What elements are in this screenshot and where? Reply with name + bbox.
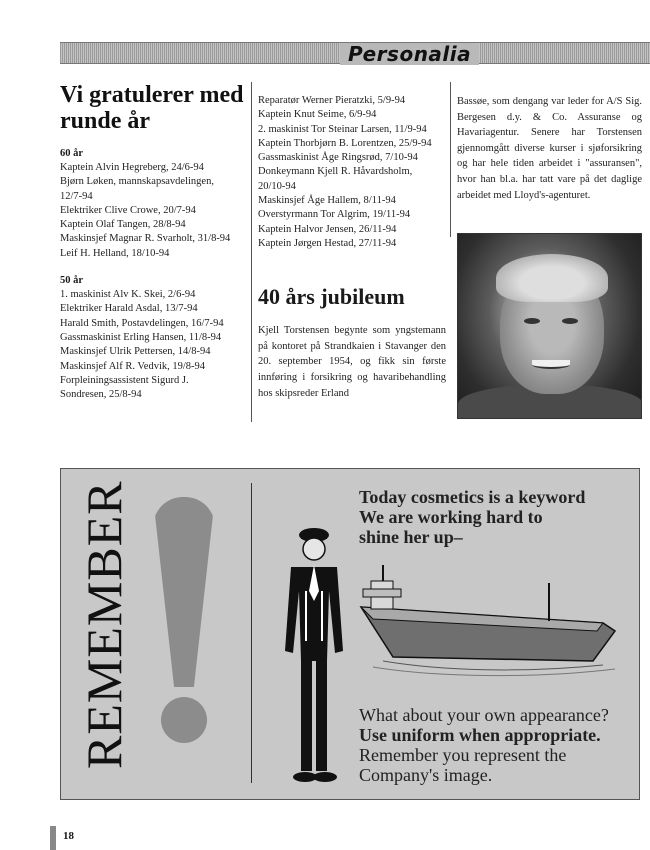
advert-body-line: Company's image. bbox=[359, 765, 493, 785]
photo-mouth bbox=[532, 360, 570, 369]
list-item: Maskinsjef Åge Hallem, 8/11-94 bbox=[258, 195, 396, 207]
list-item: Kaptein Thorbjørn B. Lorentzen, 25/9-94 bbox=[258, 137, 432, 149]
list-item: Gassmaskinist Erling Hansen, 11/8-94 bbox=[60, 331, 222, 343]
list-item: Kaptein Jørgen Hestad, 27/11-94 bbox=[258, 237, 397, 249]
list-item: Kaptein Alvin Hegreberg, 24/6-94 bbox=[60, 162, 204, 173]
group-label-60: 60 år bbox=[60, 148, 84, 159]
section-title: Personalia bbox=[340, 43, 479, 65]
advert-body-strong: Use uniform when appropriate. bbox=[359, 725, 601, 745]
photo-eye bbox=[562, 318, 578, 324]
remember-vertical-text: REMEMBER bbox=[76, 480, 132, 769]
photo-eye bbox=[524, 318, 540, 324]
jubilee-title: 40 års jubileum bbox=[258, 284, 405, 310]
advert-headline-line: Today cosmetics is a keyword bbox=[359, 487, 586, 507]
photo-hair bbox=[496, 254, 608, 302]
advert-headline-line: We are working hard to bbox=[359, 507, 543, 527]
jubilee-text: Kjell Torstensen begynte som yngstemann på kontoret på Strandkaien i Stavanger den 20. september 1954, og fikk sin første innføring i forsikring og havaribehandling hos skipsreder Erland bbox=[258, 325, 446, 399]
group-label-50: 50 år bbox=[60, 275, 84, 287]
birthday-column-continued bbox=[258, 82, 446, 401]
list-item: Kaptein Halvor Jensen, 26/11-94 bbox=[258, 223, 397, 235]
advert-headline-line: shine her up– bbox=[359, 527, 463, 547]
list-item: 2. maskinist Tor Steinar Larsen, 11/9-94 bbox=[258, 123, 427, 135]
list-item: Elektriker Harald Asdal, 13/7-94 bbox=[60, 303, 198, 315]
list-item: Bjørn Løken, mannskapsavdelingen, bbox=[60, 176, 214, 188]
list-item: Gassmaskinist Åge Ringsrød, 7/10-94 bbox=[258, 152, 418, 164]
portrait-photo bbox=[457, 233, 642, 419]
list-item: Harald Smith, Postavdelingen, 16/7-94 bbox=[60, 317, 224, 329]
list-item: Kaptein Knut Seime, 6/9-94 bbox=[258, 109, 377, 121]
jubilee-continued-column bbox=[457, 82, 642, 203]
list-item: Maskinsjef Magnar R. Svarholt, 31/8-94 bbox=[60, 233, 231, 245]
exclamation-dot-icon bbox=[161, 697, 207, 743]
list-item: 20/10-94 bbox=[258, 180, 296, 192]
uniform-advert bbox=[60, 468, 640, 800]
jubilee-text-continued: Bassøe, som dengang var leder for A/S Sig. Bergesen d.y. & Co. Assuranse og Havariagentur. Senere har Torstensen gjennomgått diverse kurser i sjøforsikring og har hele tiden arbeidet i "assuransen", hvor han bl.a. har tatt vare på det daglige arbeidet med Lloyd's-agenturet. bbox=[457, 96, 642, 201]
birthday-headline: Vi gratulerer med runde år bbox=[60, 82, 244, 134]
advert-divider bbox=[251, 483, 252, 783]
list-item: 12/7-94 bbox=[60, 190, 93, 202]
advert-body bbox=[359, 705, 631, 785]
list-item: Sondresen, 25/8-94 bbox=[60, 389, 142, 401]
list-item: Elektriker Clive Crowe, 20/7-94 bbox=[60, 204, 196, 216]
list-item: Forpleiningsassistent Sigurd J. bbox=[60, 374, 189, 386]
birthday-list-60 bbox=[60, 161, 246, 261]
birthday-column bbox=[60, 82, 246, 402]
list-item: Kaptein Olaf Tangen, 28/8-94 bbox=[60, 219, 186, 231]
page-marker bbox=[50, 826, 56, 850]
list-item: Reparatør Werner Pieratzki, 5/9-94 bbox=[258, 95, 406, 106]
page-number: 18 bbox=[63, 830, 74, 842]
advert-body-line: Remember you represent the bbox=[359, 745, 567, 765]
birthday-list-continued bbox=[258, 94, 446, 251]
advert-headline bbox=[359, 487, 629, 547]
list-item: Overstyrmann Tor Algrim, 19/11-94 bbox=[258, 209, 411, 221]
advert-body-line: What about your own appearance? bbox=[359, 705, 609, 725]
exclamation-icon bbox=[153, 497, 215, 687]
list-item: Maskinsjef Ulrik Pettersen, 14/8-94 bbox=[60, 346, 211, 358]
list-item: 1. maskinist Alv K. Skei, 2/6-94 bbox=[60, 289, 196, 301]
tanker-ship-illustration bbox=[353, 561, 621, 679]
column-divider bbox=[251, 82, 252, 422]
column-divider bbox=[450, 82, 451, 237]
section-header-bar bbox=[60, 42, 650, 64]
captain-illustration bbox=[269, 521, 359, 793]
list-item: Maskinsjef Alf R. Vedvik, 19/8-94 bbox=[60, 360, 206, 372]
list-item: Donkeymann Kjell R. Håvardsholm, bbox=[258, 166, 413, 178]
birthday-list-50 bbox=[60, 288, 246, 402]
list-item: Leif H. Helland, 18/10-94 bbox=[60, 247, 170, 259]
